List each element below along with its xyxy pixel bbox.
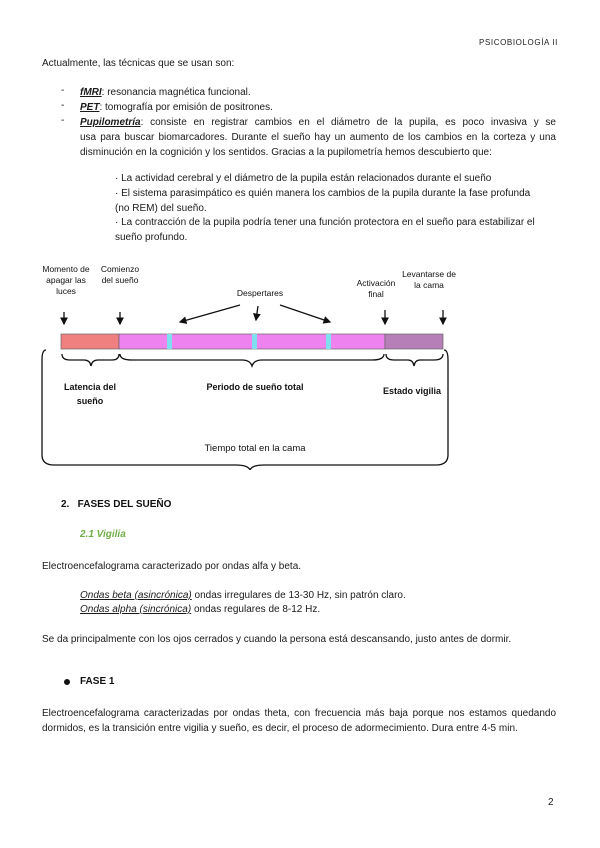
- wave-beta: [80, 588, 406, 603]
- phase1-title: FASE 1: [80, 676, 115, 687]
- label-sleep-onset: Comienzo del sueño: [100, 264, 140, 285]
- wave-name: Ondas alpha (sincrónica): [80, 604, 192, 615]
- label-awakenings: Despertares: [236, 288, 284, 298]
- bar-awakening-2: [252, 334, 257, 349]
- label-total-time: Tiempo total en la cama: [204, 443, 306, 454]
- vigilia-text: Se da principalmente con los ojos cerrados y cuando la persona está descansando, justo antes de dormir.: [42, 634, 512, 645]
- label-sleep-period: Periodo de sueño total: [206, 382, 304, 392]
- technique-fmri: [80, 85, 251, 100]
- list-dash: -: [61, 115, 65, 126]
- eeg-text: Electroencefalograma caracterizado por ondas alfa y beta.: [42, 561, 302, 572]
- label-latency: Latencia del sueño: [63, 382, 117, 406]
- arrow-awakening-2: [256, 306, 258, 320]
- technique-desc: : resonancia magnética funcional.: [101, 87, 251, 98]
- bullet-icon: [64, 679, 70, 685]
- finding-2: · El sistema parasimpático es quién manera los cambios de la pupila durante la fase profunda (no REM) del sueño.: [115, 188, 531, 214]
- label-lights-off: Momento de apagar las luces: [42, 264, 90, 296]
- wave-desc: ondas irregulares de 13-30 Hz, sin patrón claro.: [191, 590, 406, 601]
- wave-name: Ondas beta (asincrónica): [80, 590, 192, 601]
- technique-term: Pupilometría: [80, 117, 141, 128]
- bar-awakening-1: [167, 334, 172, 349]
- technique-first-line: [80, 115, 556, 130]
- wave-desc: ondas regulares de 8-12 Hz.: [191, 604, 321, 615]
- phase1-text: Electroencefalograma caracterizadas por ondas theta, con frecuencia más baja porque nos estamos quedando dormidos, es la transición entre vigilia y sueño, es decir, el proceso de adormecimiento. Dura entre 4-5 min.: [42, 708, 556, 734]
- technique-term: PET: [80, 102, 100, 113]
- bar-latency: [61, 334, 119, 349]
- sleep-timeline-diagram: [40, 260, 460, 470]
- bar-awakening-3: [326, 334, 331, 349]
- list-dash: -: [61, 100, 65, 111]
- section-title: 2. FASES DEL SUEÑO: [61, 499, 172, 510]
- bar-wake: [385, 334, 443, 349]
- brace-wake: [386, 354, 443, 366]
- label-get-up: Levantarse de la cama: [402, 269, 456, 290]
- technique-pupilometria: [80, 115, 556, 160]
- technique-term: fMRI: [80, 87, 102, 98]
- timeline-graphic: [40, 260, 460, 470]
- arrow-awakening-1: [180, 305, 240, 322]
- intro-text: Actualmente, las técnicas que se usan son:: [42, 58, 235, 69]
- technique-desc: : tomografía por emisión de positrones.: [99, 102, 273, 113]
- arrow-awakening-3: [280, 305, 330, 322]
- finding-1: · La actividad cerebral y el diámetro de la pupila están relacionados durante el sueño: [115, 173, 492, 184]
- label-final-activation: Activación final: [356, 278, 396, 299]
- subsection-title: 2.1 Vigilia: [80, 529, 126, 540]
- technique-desc-rest: usa para buscar biomarcadores. Durante el sueño hay un aumento de los cambios en la corteza y una disminución en la cognición y los sentidos. Gracias a la pupilometría hemos descubierto que:: [80, 132, 556, 158]
- brace-sleep: [120, 354, 384, 366]
- technique-desc: : consiste en registrar cambios en el diámetro de la pupila, es poco invasiva y se: [140, 117, 556, 128]
- label-wake-state: Estado vigilia: [382, 386, 442, 396]
- running-header: PSICOBIOLOGÍA II: [479, 38, 558, 47]
- wave-alpha: [80, 602, 320, 617]
- finding-3: · La contracción de la pupila podría tener una función protectora en el sueño para estabilizar el sueño profundo.: [115, 217, 535, 243]
- list-dash: -: [61, 85, 65, 96]
- brace-latency: [62, 354, 119, 366]
- technique-pet: [80, 100, 273, 115]
- page-number: 2: [548, 797, 554, 808]
